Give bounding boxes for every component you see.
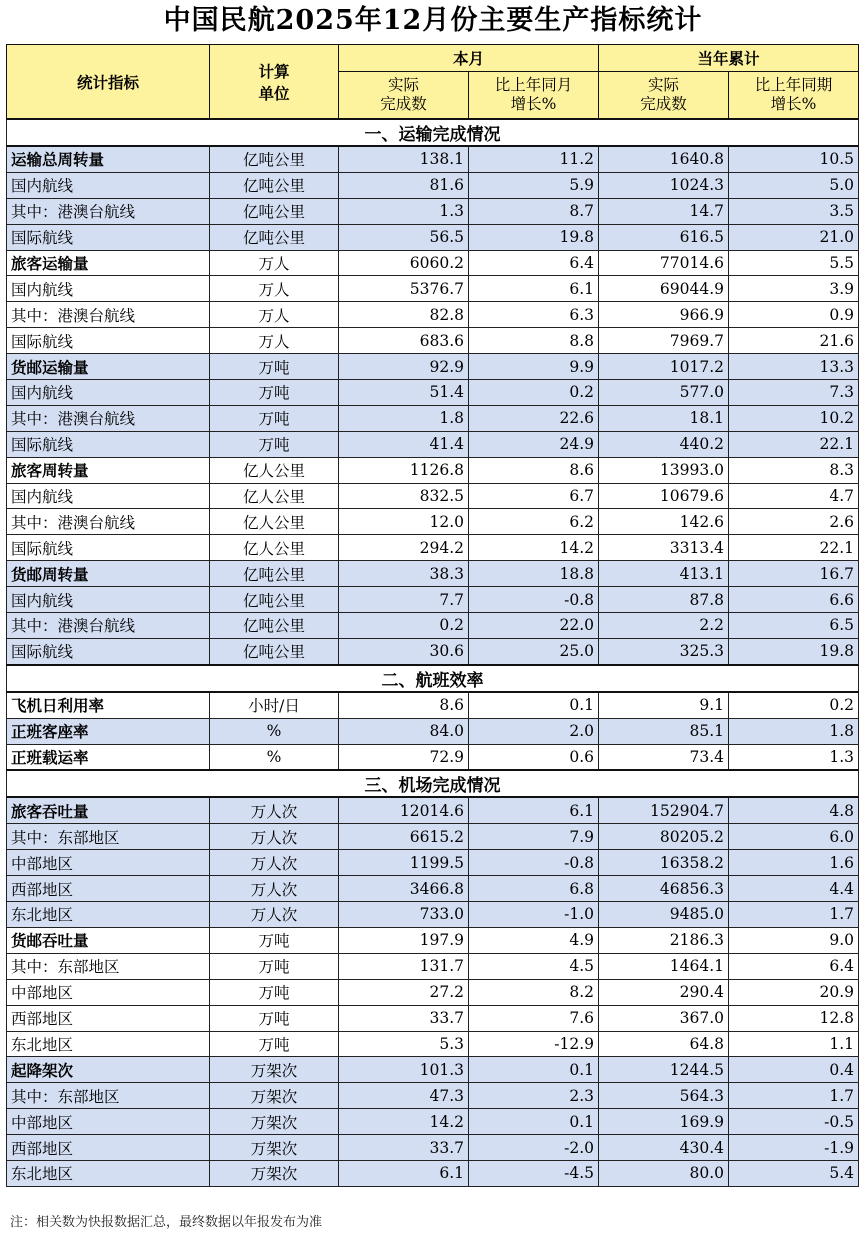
cumulative-actual: 10679.6 <box>599 483 729 509</box>
row-unit: 万吨 <box>210 354 339 380</box>
month-actual: 0.2 <box>339 613 469 639</box>
month-actual: 131.7 <box>339 953 469 979</box>
month-growth: 4.9 <box>469 927 599 953</box>
row-unit: 万人次 <box>210 850 339 876</box>
row-name: 旅客运输量 <box>7 250 210 276</box>
cumulative-actual: 2.2 <box>599 613 729 639</box>
month-actual: 12.0 <box>339 509 469 535</box>
month-growth: -0.8 <box>469 850 599 876</box>
month-actual: 27.2 <box>339 979 469 1005</box>
row-unit: 万吨 <box>210 1005 339 1031</box>
row-unit: 万架次 <box>210 1109 339 1135</box>
table-row <box>7 876 859 902</box>
row-unit: 万吨 <box>210 927 339 953</box>
table-row <box>7 587 859 613</box>
table-row <box>7 198 859 224</box>
month-actual: 7.7 <box>339 587 469 613</box>
month-growth: 0.6 <box>469 744 599 770</box>
row-name: 其中：东部地区 <box>7 824 210 850</box>
month-actual: 92.9 <box>339 354 469 380</box>
table-row <box>7 1057 859 1083</box>
row-unit: 万吨 <box>210 953 339 979</box>
month-growth: 6.1 <box>469 276 599 302</box>
month-actual: 33.7 <box>339 1005 469 1031</box>
row-unit: 亿吨公里 <box>210 198 339 224</box>
table-row <box>7 638 859 664</box>
cumulative-growth: 5.4 <box>729 1160 859 1186</box>
cumulative-actual: 966.9 <box>599 302 729 328</box>
row-unit: 亿吨公里 <box>210 146 339 172</box>
table-row <box>7 328 859 354</box>
row-unit: 万架次 <box>210 1083 339 1109</box>
table-row <box>7 250 859 276</box>
table-row <box>7 797 859 823</box>
row-name: 国际航线 <box>7 224 210 250</box>
row-unit: 亿人公里 <box>210 483 339 509</box>
row-name: 旅客吞吐量 <box>7 797 210 823</box>
table-row <box>7 509 859 535</box>
cumulative-growth: -0.5 <box>729 1109 859 1135</box>
month-actual: 1.8 <box>339 405 469 431</box>
row-name: 其中：港澳台航线 <box>7 198 210 224</box>
cumulative-growth: 21.6 <box>729 328 859 354</box>
table-row <box>7 561 859 587</box>
month-growth: 0.1 <box>469 1057 599 1083</box>
row-name: 东北地区 <box>7 902 210 928</box>
cumulative-actual: 2186.3 <box>599 927 729 953</box>
cumulative-actual: 616.5 <box>599 224 729 250</box>
row-name: 国内航线 <box>7 380 210 406</box>
header-cumulative: 当年累计 <box>599 45 859 72</box>
cumulative-actual: 1024.3 <box>599 172 729 198</box>
cumulative-actual: 169.9 <box>599 1109 729 1135</box>
month-actual: 14.2 <box>339 1109 469 1135</box>
table-row <box>7 483 859 509</box>
cumulative-growth: -1.9 <box>729 1135 859 1161</box>
month-growth: 6.1 <box>469 797 599 823</box>
header-actual-cumulative: 实际 完成数 <box>599 72 729 120</box>
row-name: 旅客周转量 <box>7 457 210 483</box>
cumulative-growth: 5.0 <box>729 172 859 198</box>
row-name: 起降架次 <box>7 1057 210 1083</box>
row-unit: 万人次 <box>210 902 339 928</box>
table-row <box>7 1083 859 1109</box>
cumulative-actual: 325.3 <box>599 638 729 664</box>
cumulative-actual: 7969.7 <box>599 328 729 354</box>
month-growth: 8.8 <box>469 328 599 354</box>
month-actual: 6.1 <box>339 1160 469 1186</box>
row-unit: 亿人公里 <box>210 457 339 483</box>
cumulative-actual: 14.7 <box>599 198 729 224</box>
header-yoy-month: 比上年同月 增长% <box>469 72 599 120</box>
month-actual: 38.3 <box>339 561 469 587</box>
cumulative-actual: 440.2 <box>599 431 729 457</box>
month-growth: 6.3 <box>469 302 599 328</box>
month-actual: 47.3 <box>339 1083 469 1109</box>
row-name: 国际航线 <box>7 328 210 354</box>
section-header <box>7 119 859 146</box>
table-row <box>7 535 859 561</box>
month-actual: 81.6 <box>339 172 469 198</box>
month-growth: 8.6 <box>469 457 599 483</box>
row-name: 其中：港澳台航线 <box>7 405 210 431</box>
month-actual: 138.1 <box>339 146 469 172</box>
cumulative-growth: 0.9 <box>729 302 859 328</box>
row-unit: 万吨 <box>210 431 339 457</box>
row-name: 其中：港澳台航线 <box>7 613 210 639</box>
row-name: 中部地区 <box>7 850 210 876</box>
table-row <box>7 276 859 302</box>
month-growth: 7.9 <box>469 824 599 850</box>
cumulative-actual: 564.3 <box>599 1083 729 1109</box>
cumulative-actual: 413.1 <box>599 561 729 587</box>
month-growth: 18.8 <box>469 561 599 587</box>
row-unit: 万架次 <box>210 1135 339 1161</box>
month-growth: 19.8 <box>469 224 599 250</box>
month-growth: 4.5 <box>469 953 599 979</box>
cumulative-actual: 430.4 <box>599 1135 729 1161</box>
month-growth: 6.8 <box>469 876 599 902</box>
cumulative-growth: 10.5 <box>729 146 859 172</box>
table-row <box>7 1031 859 1057</box>
row-unit: 亿吨公里 <box>210 224 339 250</box>
cumulative-actual: 16358.2 <box>599 850 729 876</box>
month-actual: 30.6 <box>339 638 469 664</box>
row-name: 西部地区 <box>7 1135 210 1161</box>
table-row <box>7 146 859 172</box>
cumulative-growth: 4.7 <box>729 483 859 509</box>
cumulative-growth: 1.6 <box>729 850 859 876</box>
row-name: 东北地区 <box>7 1031 210 1057</box>
table-row <box>7 1005 859 1031</box>
cumulative-actual: 13993.0 <box>599 457 729 483</box>
cumulative-growth: 6.6 <box>729 587 859 613</box>
month-growth: 22.0 <box>469 613 599 639</box>
row-name: 正班载运率 <box>7 744 210 770</box>
month-growth: 8.7 <box>469 198 599 224</box>
table-row <box>7 1109 859 1135</box>
cumulative-actual: 142.6 <box>599 509 729 535</box>
cumulative-growth: 0.2 <box>729 692 859 718</box>
cumulative-actual: 1640.8 <box>599 146 729 172</box>
month-growth: 25.0 <box>469 638 599 664</box>
row-name: 货邮运输量 <box>7 354 210 380</box>
month-growth: 7.6 <box>469 1005 599 1031</box>
row-unit: 万人次 <box>210 797 339 823</box>
row-unit: 万人 <box>210 328 339 354</box>
row-name: 飞机日利用率 <box>7 692 210 718</box>
row-unit: 万人次 <box>210 876 339 902</box>
row-name: 中部地区 <box>7 979 210 1005</box>
row-unit: 亿人公里 <box>210 535 339 561</box>
row-unit: 万架次 <box>210 1057 339 1083</box>
cumulative-actual: 367.0 <box>599 1005 729 1031</box>
cumulative-growth: 5.5 <box>729 250 859 276</box>
cumulative-growth: 13.3 <box>729 354 859 380</box>
cumulative-actual: 85.1 <box>599 718 729 744</box>
row-unit: 亿人公里 <box>210 509 339 535</box>
month-growth: 24.9 <box>469 431 599 457</box>
row-unit: 万吨 <box>210 380 339 406</box>
month-actual: 1199.5 <box>339 850 469 876</box>
row-name: 正班客座率 <box>7 718 210 744</box>
month-actual: 294.2 <box>339 535 469 561</box>
row-name: 中部地区 <box>7 1109 210 1135</box>
month-growth: 2.0 <box>469 718 599 744</box>
cumulative-growth: 20.9 <box>729 979 859 1005</box>
month-actual: 12014.6 <box>339 797 469 823</box>
table-body <box>7 45 859 1187</box>
row-name: 国内航线 <box>7 587 210 613</box>
header-actual-month: 实际 完成数 <box>339 72 469 120</box>
month-actual: 3466.8 <box>339 876 469 902</box>
row-name: 国内航线 <box>7 483 210 509</box>
cumulative-growth: 0.4 <box>729 1057 859 1083</box>
header-row-1 <box>7 45 859 72</box>
cumulative-growth: 22.1 <box>729 431 859 457</box>
month-growth: 5.9 <box>469 172 599 198</box>
cumulative-growth: 2.6 <box>729 509 859 535</box>
cumulative-actual: 73.4 <box>599 744 729 770</box>
cumulative-growth: 21.0 <box>729 224 859 250</box>
cumulative-growth: 16.7 <box>729 561 859 587</box>
month-actual: 5.3 <box>339 1031 469 1057</box>
table-row <box>7 405 859 431</box>
statistics-table <box>6 44 859 1187</box>
header-yoy-period: 比上年同期 增长% <box>729 72 859 120</box>
cumulative-growth: 4.8 <box>729 797 859 823</box>
section-title: 一、运输完成情况 <box>7 119 859 146</box>
month-growth: 8.2 <box>469 979 599 1005</box>
row-name: 东北地区 <box>7 1160 210 1186</box>
header-indicator: 统计指标 <box>7 45 210 120</box>
section-header <box>7 770 859 797</box>
month-growth: 0.1 <box>469 1109 599 1135</box>
row-name: 国内航线 <box>7 172 210 198</box>
row-unit: 万吨 <box>210 979 339 1005</box>
cumulative-actual: 80205.2 <box>599 824 729 850</box>
cumulative-growth: 3.5 <box>729 198 859 224</box>
cumulative-actual: 80.0 <box>599 1160 729 1186</box>
row-unit: 万人 <box>210 250 339 276</box>
month-growth: 0.2 <box>469 380 599 406</box>
page-title: 中国民航2025年12月份主要生产指标统计 <box>163 5 703 36</box>
cumulative-growth: 6.5 <box>729 613 859 639</box>
row-unit: 亿吨公里 <box>210 172 339 198</box>
row-name: 其中：东部地区 <box>7 953 210 979</box>
row-name: 其中：港澳台航线 <box>7 509 210 535</box>
cumulative-growth: 10.2 <box>729 405 859 431</box>
month-growth: 11.2 <box>469 146 599 172</box>
table-row <box>7 224 859 250</box>
cumulative-actual: 1464.1 <box>599 953 729 979</box>
row-name: 货邮吞吐量 <box>7 927 210 953</box>
row-name: 运输总周转量 <box>7 146 210 172</box>
month-actual: 683.6 <box>339 328 469 354</box>
cumulative-growth: 3.9 <box>729 276 859 302</box>
cumulative-growth: 9.0 <box>729 927 859 953</box>
month-actual: 72.9 <box>339 744 469 770</box>
row-unit: 万人 <box>210 276 339 302</box>
cumulative-actual: 577.0 <box>599 380 729 406</box>
month-growth: 6.2 <box>469 509 599 535</box>
month-growth: -1.0 <box>469 902 599 928</box>
cumulative-growth: 6.4 <box>729 953 859 979</box>
row-name: 国内航线 <box>7 276 210 302</box>
table-row <box>7 380 859 406</box>
cumulative-growth: 1.3 <box>729 744 859 770</box>
month-actual: 41.4 <box>339 431 469 457</box>
month-growth: 14.2 <box>469 535 599 561</box>
row-name: 国际航线 <box>7 638 210 664</box>
row-unit: 亿吨公里 <box>210 638 339 664</box>
cumulative-actual: 9.1 <box>599 692 729 718</box>
month-actual: 6060.2 <box>339 250 469 276</box>
cumulative-actual: 46856.3 <box>599 876 729 902</box>
footnote: 注：相关数为快报数据汇总，最终数据以年报发布为准 <box>10 1215 323 1230</box>
month-growth: 0.1 <box>469 692 599 718</box>
table-row <box>7 172 859 198</box>
cumulative-actual: 152904.7 <box>599 797 729 823</box>
table-row <box>7 850 859 876</box>
row-name: 国际航线 <box>7 431 210 457</box>
month-actual: 1.3 <box>339 198 469 224</box>
month-actual: 197.9 <box>339 927 469 953</box>
month-growth: -4.5 <box>469 1160 599 1186</box>
month-actual: 82.8 <box>339 302 469 328</box>
row-unit: 万吨 <box>210 405 339 431</box>
cumulative-growth: 1.7 <box>729 902 859 928</box>
row-unit: 亿吨公里 <box>210 613 339 639</box>
section-header <box>7 665 859 692</box>
month-growth: -12.9 <box>469 1031 599 1057</box>
cumulative-actual: 64.8 <box>599 1031 729 1057</box>
table-row <box>7 1135 859 1161</box>
row-name: 货邮周转量 <box>7 561 210 587</box>
header-unit: 计算 单位 <box>210 45 339 120</box>
cumulative-growth: 7.3 <box>729 380 859 406</box>
cumulative-actual: 18.1 <box>599 405 729 431</box>
month-growth: 2.3 <box>469 1083 599 1109</box>
cumulative-growth: 12.8 <box>729 1005 859 1031</box>
month-actual: 33.7 <box>339 1135 469 1161</box>
row-unit: 万人 <box>210 302 339 328</box>
table-row <box>7 953 859 979</box>
table-row <box>7 744 859 770</box>
month-actual: 1126.8 <box>339 457 469 483</box>
month-growth: 6.7 <box>469 483 599 509</box>
cumulative-growth: 22.1 <box>729 535 859 561</box>
row-name: 西部地区 <box>7 876 210 902</box>
cumulative-growth: 1.1 <box>729 1031 859 1057</box>
table-row <box>7 692 859 718</box>
cumulative-growth: 4.4 <box>729 876 859 902</box>
month-actual: 5376.7 <box>339 276 469 302</box>
table-row <box>7 457 859 483</box>
month-actual: 84.0 <box>339 718 469 744</box>
cumulative-actual: 3313.4 <box>599 535 729 561</box>
section-title: 三、机场完成情况 <box>7 770 859 797</box>
cumulative-actual: 290.4 <box>599 979 729 1005</box>
month-growth: -2.0 <box>469 1135 599 1161</box>
row-unit: 亿吨公里 <box>210 587 339 613</box>
table-row <box>7 824 859 850</box>
cumulative-growth: 6.0 <box>729 824 859 850</box>
table-row <box>7 1160 859 1186</box>
row-unit: 万人次 <box>210 824 339 850</box>
table-row <box>7 718 859 744</box>
cumulative-growth: 8.3 <box>729 457 859 483</box>
month-actual: 6615.2 <box>339 824 469 850</box>
row-unit: 小时/日 <box>210 692 339 718</box>
row-unit: 万架次 <box>210 1160 339 1186</box>
row-unit: 万吨 <box>210 1031 339 1057</box>
month-actual: 832.5 <box>339 483 469 509</box>
table-row <box>7 902 859 928</box>
cumulative-growth: 19.8 <box>729 638 859 664</box>
month-growth: -0.8 <box>469 587 599 613</box>
row-name: 其中：港澳台航线 <box>7 302 210 328</box>
cumulative-actual: 9485.0 <box>599 902 729 928</box>
table-row <box>7 927 859 953</box>
cumulative-actual: 87.8 <box>599 587 729 613</box>
month-actual: 733.0 <box>339 902 469 928</box>
cumulative-actual: 1244.5 <box>599 1057 729 1083</box>
table-row <box>7 613 859 639</box>
cumulative-actual: 77014.6 <box>599 250 729 276</box>
table-row <box>7 431 859 457</box>
row-name: 国际航线 <box>7 535 210 561</box>
cumulative-actual: 69044.9 <box>599 276 729 302</box>
row-unit: % <box>210 744 339 770</box>
month-actual: 51.4 <box>339 380 469 406</box>
month-actual: 8.6 <box>339 692 469 718</box>
section-title: 二、航班效率 <box>7 665 859 692</box>
cumulative-growth: 1.7 <box>729 1083 859 1109</box>
header-this-month: 本月 <box>339 45 599 72</box>
month-growth: 6.4 <box>469 250 599 276</box>
table-row <box>7 302 859 328</box>
cumulative-growth: 1.8 <box>729 718 859 744</box>
month-growth: 9.9 <box>469 354 599 380</box>
row-name: 西部地区 <box>7 1005 210 1031</box>
row-unit: % <box>210 718 339 744</box>
row-name: 其中：东部地区 <box>7 1083 210 1109</box>
month-growth: 22.6 <box>469 405 599 431</box>
row-unit: 亿吨公里 <box>210 561 339 587</box>
month-actual: 56.5 <box>339 224 469 250</box>
cumulative-actual: 1017.2 <box>599 354 729 380</box>
table-row <box>7 979 859 1005</box>
table-row <box>7 354 859 380</box>
month-actual: 101.3 <box>339 1057 469 1083</box>
